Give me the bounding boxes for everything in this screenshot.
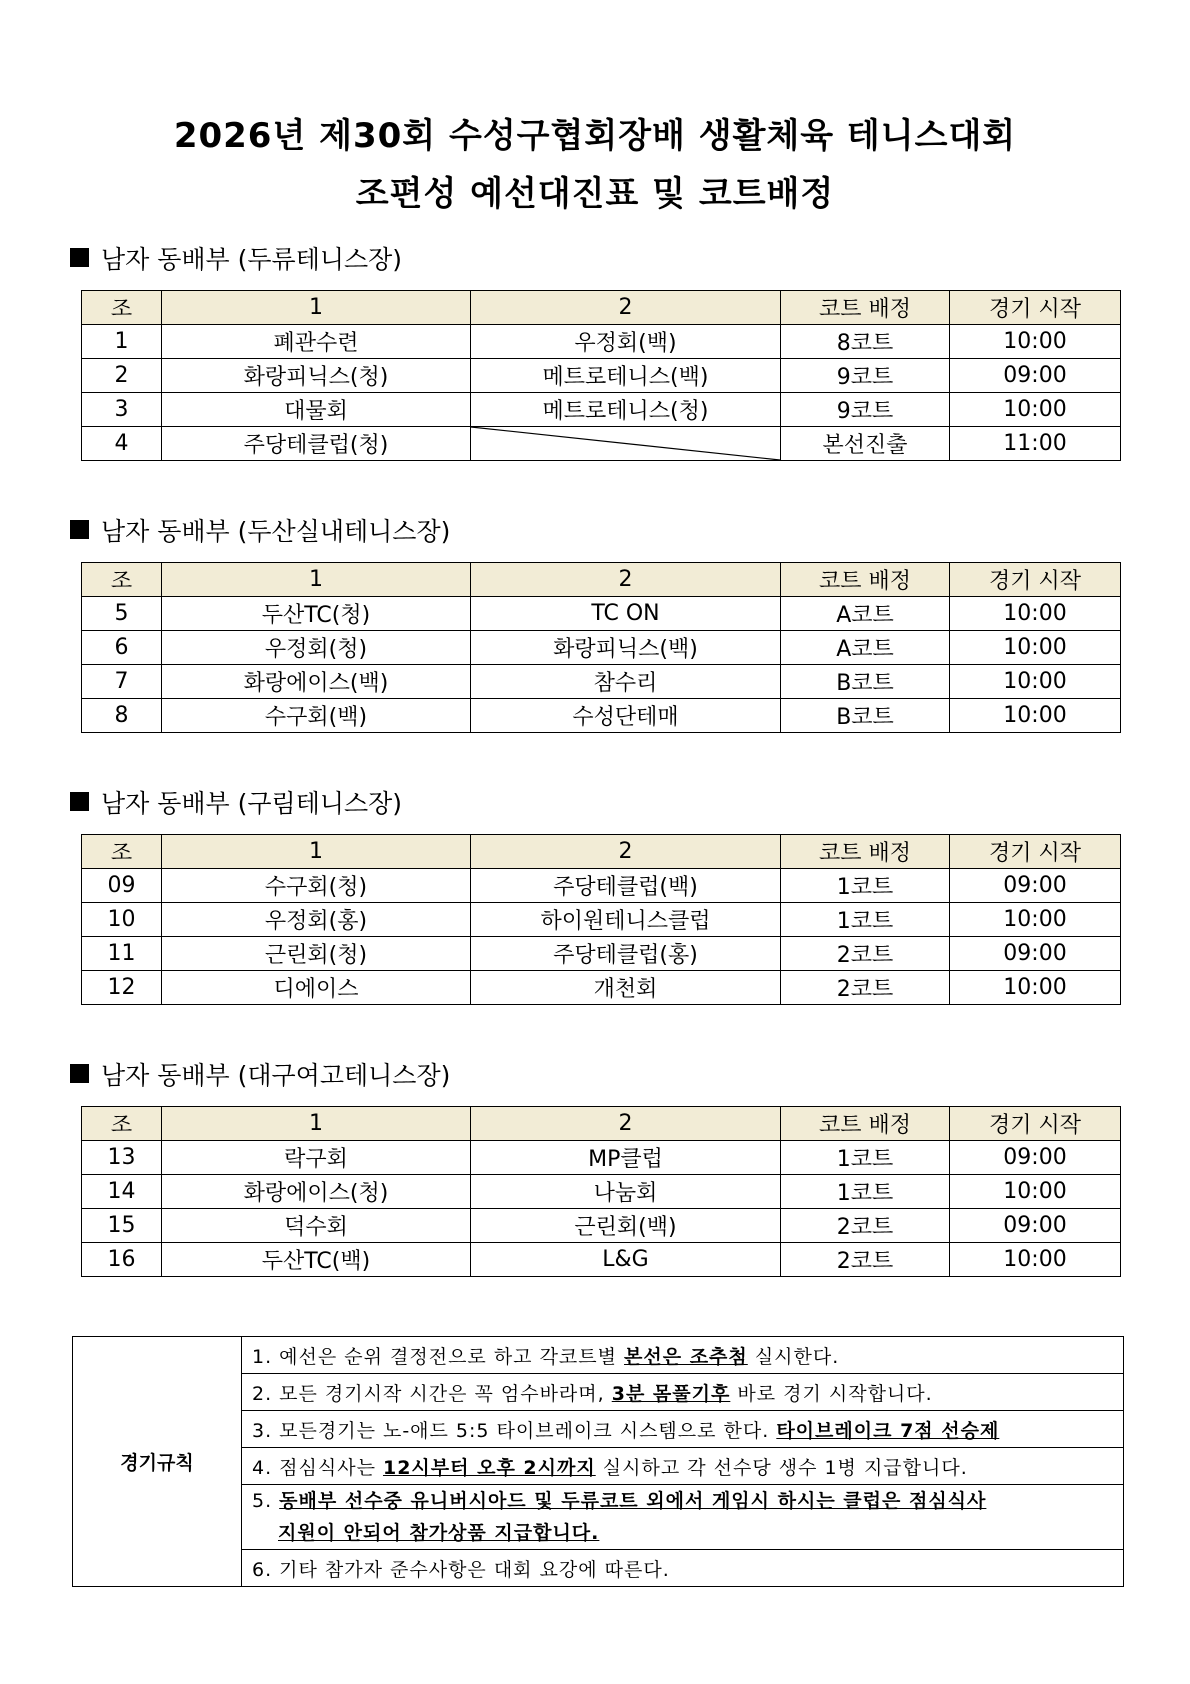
cell-group: 4 [82,427,162,461]
rule-prefix: 5. [252,1490,280,1512]
match-table [81,834,1121,1005]
cell-court: 1코트 [781,869,950,903]
cell-group: 16 [82,1243,162,1277]
square-bullet-icon [70,520,89,539]
cell-court: 1코트 [781,1175,950,1209]
document-title: 2026년 제30회 수성구협회장배 생활체육 테니스대회 [173,116,1017,156]
cell-start: 10:00 [950,631,1121,665]
rule-emphasis: 12시부터 오후 2시까지 [382,1456,596,1479]
rule-item-1 [242,1337,1124,1374]
cell-team1: 우정회(홍) [162,903,471,937]
header-start: 경기 시작 [950,563,1121,597]
rule-item-3 [242,1411,1124,1448]
match-table [81,562,1121,733]
cell-start: 11:00 [950,427,1121,461]
header-court: 코트 배정 [781,291,950,325]
header-court: 코트 배정 [781,1107,950,1141]
cell-start: 10:00 [950,325,1121,359]
section-heading-text: 남자 동배부 (대구여고테니스장) [101,1061,451,1090]
table-row [82,971,1121,1005]
cell-team2: 메트로테니스(백) [471,359,781,393]
rule-text: 4. 점심식사는 [252,1456,383,1479]
section-heading-text: 남자 동배부 (구림테니스장) [101,789,403,818]
cell-start: 10:00 [950,665,1121,699]
cell-team1: 대물회 [162,393,471,427]
diagonal-slash-line [471,427,780,460]
header-court: 코트 배정 [781,835,950,869]
cell-group: 15 [82,1209,162,1243]
match-table [81,290,1121,461]
match-table [81,1106,1121,1277]
table-row [82,597,1121,631]
section-heading [70,240,402,276]
table-row [82,699,1121,733]
cell-team1: 폐관수련 [162,325,471,359]
header-group: 조 [82,291,162,325]
cell-team1: 덕수회 [162,1209,471,1243]
section-heading-text: 남자 동배부 (두류테니스장) [101,245,403,274]
table-row [82,393,1121,427]
cell-group: 1 [82,325,162,359]
cell-start: 09:00 [950,1141,1121,1175]
cell-start: 09:00 [950,937,1121,971]
cell-group: 10 [82,903,162,937]
table-row [82,665,1121,699]
cell-team2: 나눔회 [471,1175,781,1209]
cell-team2: 하이원테니스클럽 [471,903,781,937]
square-bullet-icon [70,792,89,811]
header-start: 경기 시작 [950,1107,1121,1141]
rule-text: 실시한다. [747,1345,840,1368]
cell-group: 12 [82,971,162,1005]
header-team1: 1 [162,291,471,325]
square-bullet-icon [70,1064,89,1083]
cell-team1: 두산TC(백) [162,1243,471,1277]
header-team2: 2 [471,291,781,325]
cell-group: 09 [82,869,162,903]
header-team2: 2 [471,1107,781,1141]
header-team1: 1 [162,835,471,869]
header-team1: 1 [162,563,471,597]
cell-group: 7 [82,665,162,699]
cell-court: B코트 [781,665,950,699]
cell-court: 1코트 [781,903,950,937]
cell-start: 09:00 [950,1209,1121,1243]
cell-team2: 우정회(백) [471,325,781,359]
cell-group: 2 [82,359,162,393]
cell-start: 10:00 [950,393,1121,427]
square-bullet-icon [70,248,89,267]
rule-item-6: 6. 기타 참가자 준수사항은 대회 요강에 따른다. [242,1550,1124,1587]
cell-team1: 두산TC(청) [162,597,471,631]
cell-team1: 수구회(청) [162,869,471,903]
table-row [82,1175,1121,1209]
cell-team1: 근린회(청) [162,937,471,971]
rule-item-4 [242,1448,1124,1485]
rule-emphasis: 3분 몸풀기후 [611,1382,731,1405]
table-row [82,631,1121,665]
cell-team2-empty [471,427,781,461]
cell-court: 1코트 [781,1141,950,1175]
cell-start: 09:00 [950,359,1121,393]
cell-team2: 주당테클럽(홍) [471,937,781,971]
cell-team2: 주당테클럽(백) [471,869,781,903]
rule-emphasis: 지원이 안되어 참가상품 지급합니다. [278,1522,600,1544]
header-start: 경기 시작 [950,291,1121,325]
cell-team2: TC ON [471,597,781,631]
cell-start: 10:00 [950,1175,1121,1209]
table-row [82,325,1121,359]
rules-table [72,1336,1124,1587]
cell-team2: L&G [471,1243,781,1277]
rule-emphasis: 타이브레이크 7점 선승제 [776,1419,1000,1442]
cell-court: 8코트 [781,325,950,359]
rule-emphasis: 본선은 조추첨 [624,1345,748,1368]
cell-group: 14 [82,1175,162,1209]
cell-court: 2코트 [781,971,950,1005]
table-header-row [82,835,1121,869]
cell-group: 11 [82,937,162,971]
cell-start: 10:00 [950,971,1121,1005]
rule-text: 바로 경기 시작합니다. [730,1382,933,1405]
header-group: 조 [82,1107,162,1141]
table-header-row [82,1107,1121,1141]
rule-emphasis: 동배부 선수중 유니버시아드 및 두류코트 외에서 게임시 하시는 클럽은 점심식사 [279,1490,987,1512]
cell-start: 10:00 [950,903,1121,937]
rule-text: 2. 모든 경기시작 시간은 꼭 엄수바라며, [252,1382,612,1405]
cell-court: B코트 [781,699,950,733]
rules-label: 경기규칙 [73,1337,242,1587]
cell-team1: 락구회 [162,1141,471,1175]
header-team2: 2 [471,835,781,869]
cell-team2: 수성단테매 [471,699,781,733]
header-start: 경기 시작 [950,835,1121,869]
header-group: 조 [82,563,162,597]
header-court: 코트 배정 [781,563,950,597]
cell-start: 10:00 [950,1243,1121,1277]
cell-start: 10:00 [950,597,1121,631]
cell-team1: 화랑에이스(백) [162,665,471,699]
rule-item-2 [242,1374,1124,1411]
header-group: 조 [82,835,162,869]
table-row [82,903,1121,937]
section-heading [70,784,402,820]
cell-team1: 화랑에이스(청) [162,1175,471,1209]
cell-team1: 수구회(백) [162,699,471,733]
section-heading [70,512,450,548]
header-team1: 1 [162,1107,471,1141]
cell-group: 5 [82,597,162,631]
cell-court: 2코트 [781,1243,950,1277]
table-header-row [82,291,1121,325]
cell-team2: MP클럽 [471,1141,781,1175]
document-subtitle: 조편성 예선대진표 및 코트배정 [355,174,835,214]
cell-team1: 주당테클럽(청) [162,427,471,461]
cell-court: 2코트 [781,1209,950,1243]
cell-team2: 참수리 [471,665,781,699]
cell-group: 3 [82,393,162,427]
rule-text: 실시하고 각 선수당 생수 1병 지급합니다. [595,1456,968,1479]
header-team2: 2 [471,563,781,597]
table-row [82,1243,1121,1277]
table-header-row [82,563,1121,597]
table-row [82,427,1121,461]
cell-court: A코트 [781,631,950,665]
cell-team2: 메트로테니스(청) [471,393,781,427]
cell-group: 6 [82,631,162,665]
cell-team1: 우정회(청) [162,631,471,665]
cell-group: 13 [82,1141,162,1175]
cell-start: 10:00 [950,699,1121,733]
cell-court: A코트 [781,597,950,631]
section-heading [70,1056,450,1092]
cell-group: 8 [82,699,162,733]
cell-court: 2코트 [781,937,950,971]
table-row [82,937,1121,971]
cell-court: 9코트 [781,359,950,393]
cell-team1: 화랑피닉스(청) [162,359,471,393]
table-row [82,1209,1121,1243]
rule-text: 1. 예선은 순위 결정전으로 하고 각코트별 [252,1345,625,1368]
cell-team2: 개천회 [471,971,781,1005]
cell-team2: 화랑피닉스(백) [471,631,781,665]
cell-start: 09:00 [950,869,1121,903]
cell-team2: 근린회(백) [471,1209,781,1243]
cell-court: 본선진출 [781,427,950,461]
rule-item-5 [242,1485,1124,1550]
table-row [82,1141,1121,1175]
table-row [82,869,1121,903]
section-heading-text: 남자 동배부 (두산실내테니스장) [101,517,451,546]
cell-court: 9코트 [781,393,950,427]
table-row [82,359,1121,393]
cell-team1: 디에이스 [162,971,471,1005]
rule-text: 3. 모든경기는 노-애드 5:5 타이브레이크 시스템으로 한다. [252,1419,777,1442]
